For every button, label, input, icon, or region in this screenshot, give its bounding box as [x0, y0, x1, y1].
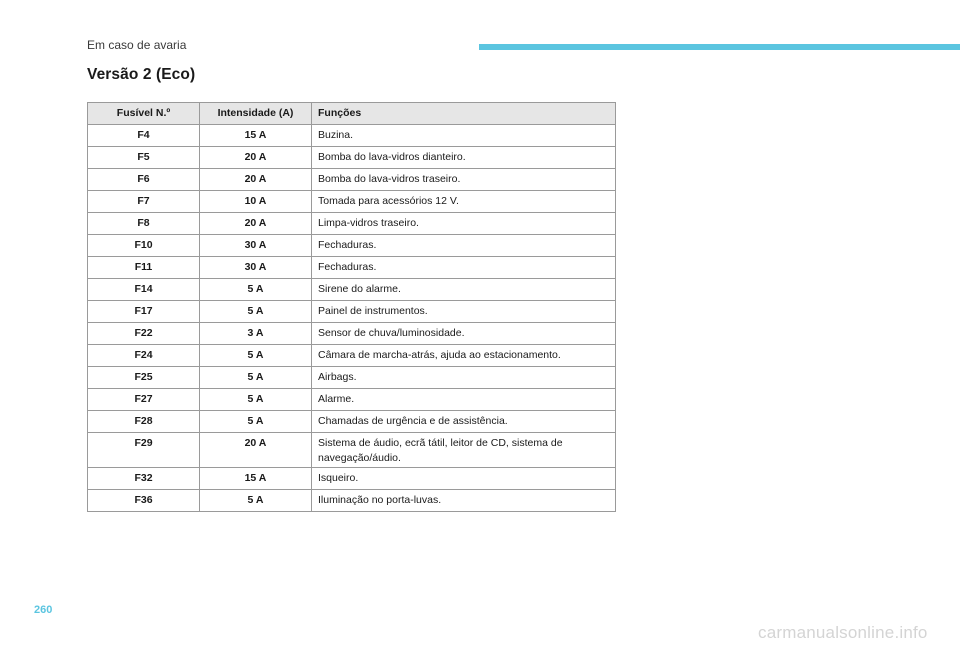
column-header-functions: Funções — [312, 103, 616, 125]
fuse-cell: F14 — [88, 279, 200, 301]
function-cell: Airbags. — [312, 367, 616, 389]
table-row — [88, 125, 616, 147]
function-cell: Alarme. — [312, 389, 616, 411]
function-cell: Bomba do lava-vidros traseiro. — [312, 169, 616, 191]
fuse-cell: F17 — [88, 301, 200, 323]
fuse-cell: F28 — [88, 411, 200, 433]
function-cell: Sirene do alarme. — [312, 279, 616, 301]
fuse-cell: F6 — [88, 169, 200, 191]
fuse-cell: F24 — [88, 345, 200, 367]
function-cell: Tomada para acessórios 12 V. — [312, 191, 616, 213]
table-row — [88, 468, 616, 490]
table-row — [88, 235, 616, 257]
fuse-cell: F22 — [88, 323, 200, 345]
amperage-cell: 5 A — [200, 301, 312, 323]
function-cell: Painel de instrumentos. — [312, 301, 616, 323]
fuse-cell: F36 — [88, 490, 200, 512]
table-row — [88, 323, 616, 345]
table-row — [88, 191, 616, 213]
table-row — [88, 345, 616, 367]
fuse-cell: F10 — [88, 235, 200, 257]
table-row — [88, 433, 616, 468]
function-cell: Isqueiro. — [312, 468, 616, 490]
amperage-cell: 20 A — [200, 147, 312, 169]
function-cell: Chamadas de urgência e de assistência. — [312, 411, 616, 433]
section-header: Em caso de avaria — [87, 38, 187, 52]
amperage-cell: 20 A — [200, 213, 312, 235]
function-cell: Câmara de marcha-atrás, ajuda ao estacionamento. — [312, 345, 616, 367]
amperage-cell: 10 A — [200, 191, 312, 213]
table-row — [88, 169, 616, 191]
table-row — [88, 490, 616, 512]
amperage-cell: 5 A — [200, 490, 312, 512]
function-cell: Sistema de áudio, ecrã tátil, leitor de CD, sistema de navegação/áudio. — [312, 433, 616, 468]
function-cell: Limpa-vidros traseiro. — [312, 213, 616, 235]
function-cell: Iluminação no porta-luvas. — [312, 490, 616, 512]
amperage-cell: 5 A — [200, 345, 312, 367]
column-header-fuse: Fusível N.º — [88, 103, 200, 125]
fuse-cell: F29 — [88, 433, 200, 468]
fuse-cell: F27 — [88, 389, 200, 411]
amperage-cell: 20 A — [200, 433, 312, 468]
table-row — [88, 389, 616, 411]
table-row — [88, 147, 616, 169]
table-row — [88, 213, 616, 235]
amperage-cell: 20 A — [200, 169, 312, 191]
watermark-text: carmanualsonline.info — [758, 623, 928, 642]
page-number: 260 — [34, 604, 53, 616]
table-row — [88, 279, 616, 301]
fuse-cell: F5 — [88, 147, 200, 169]
column-header-amperage: Intensidade (A) — [200, 103, 312, 125]
amperage-cell: 30 A — [200, 257, 312, 279]
table-row — [88, 301, 616, 323]
header-accent-bar — [479, 44, 960, 50]
amperage-cell: 5 A — [200, 279, 312, 301]
fuse-cell: F25 — [88, 367, 200, 389]
table-header-row — [88, 103, 616, 125]
fuse-cell: F32 — [88, 468, 200, 490]
amperage-cell: 5 A — [200, 411, 312, 433]
function-cell: Fechaduras. — [312, 257, 616, 279]
amperage-cell: 5 A — [200, 367, 312, 389]
amperage-cell: 30 A — [200, 235, 312, 257]
fuse-cell: F7 — [88, 191, 200, 213]
fuse-cell: F4 — [88, 125, 200, 147]
table-row — [88, 257, 616, 279]
function-cell: Sensor de chuva/luminosidade. — [312, 323, 616, 345]
amperage-cell: 5 A — [200, 389, 312, 411]
amperage-cell: 3 A — [200, 323, 312, 345]
table-row — [88, 411, 616, 433]
fuse-table — [87, 102, 616, 512]
function-cell: Fechaduras. — [312, 235, 616, 257]
table-row — [88, 367, 616, 389]
function-cell: Buzina. — [312, 125, 616, 147]
page-title: Versão 2 (Eco) — [87, 66, 196, 83]
function-cell: Bomba do lava-vidros dianteiro. — [312, 147, 616, 169]
amperage-cell: 15 A — [200, 125, 312, 147]
amperage-cell: 15 A — [200, 468, 312, 490]
fuse-cell: F8 — [88, 213, 200, 235]
fuse-cell: F11 — [88, 257, 200, 279]
